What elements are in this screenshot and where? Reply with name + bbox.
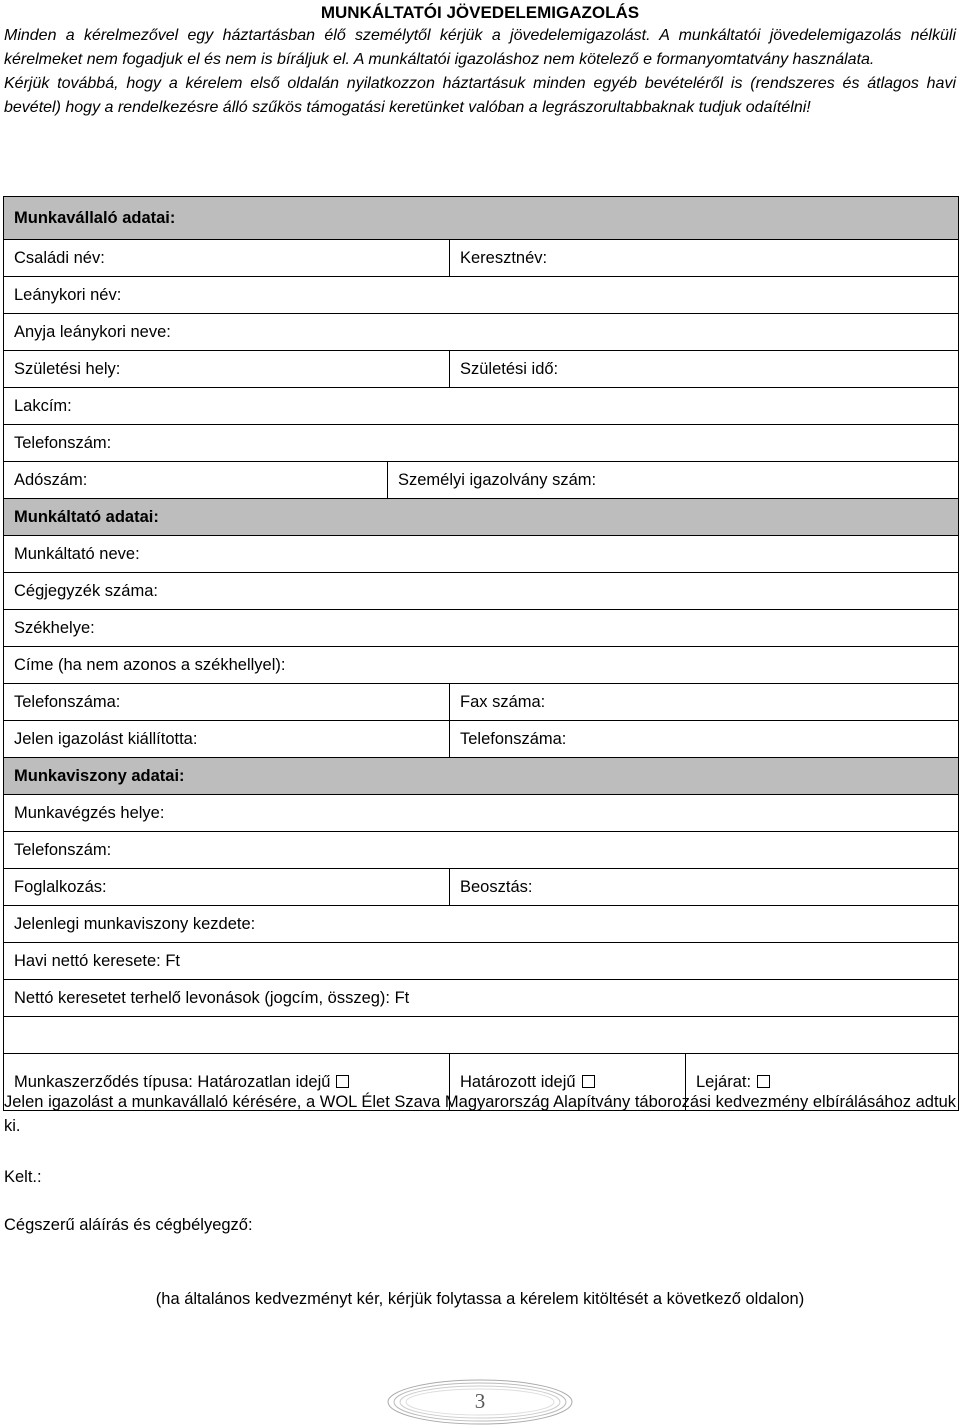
employer-section-header: Munkáltató adatai: — [4, 499, 959, 536]
date-label: Kelt.: — [4, 1168, 42, 1186]
first-name-field[interactable]: Keresztnév: — [450, 240, 959, 277]
issued-by-field[interactable]: Jelen igazolást kiállította: — [4, 721, 450, 758]
page-number: 3 — [474, 1389, 486, 1413]
address-field[interactable]: Lakcím: — [4, 388, 959, 425]
page-title: MUNKÁLTATÓI JÖVEDELEMIGAZOLÁS — [320, 3, 640, 22]
company-registration-field[interactable]: Cégjegyzék száma: — [4, 573, 959, 610]
occupation-field[interactable]: Foglalkozás: — [4, 869, 450, 906]
birth-place-field[interactable]: Születési hely: — [4, 351, 450, 388]
indefinite-checkbox-icon[interactable] — [336, 1075, 349, 1088]
employee-section-header: Munkavállaló adatai: — [4, 197, 959, 240]
contract-type-label: Munkaszerződés típusa: Határozatlan idejű — [14, 1073, 331, 1091]
work-phone-field[interactable]: Telefonszám: — [4, 832, 959, 869]
intro-paragraph-1: Minden a kérelmezővel egy háztartásban élő személytől kérjük a jövedelemigazolást. A munkáltatói jövedelemigazolás nélküli kérelmeket nem fogadjuk el és nem is bíráljuk el. A munkáltatói igazoláshoz nem kötelező e formanyomtatvány használata. — [4, 27, 956, 68]
continuation-note: (ha általános kedvezményt kér, kérjük folytassa a kérelem kitöltését a következő oldalon) — [155, 1290, 805, 1308]
position-field[interactable]: Beosztás: — [450, 869, 959, 906]
birth-date-field[interactable]: Születési idő: — [450, 351, 959, 388]
workplace-field[interactable]: Munkavégzés helye: — [4, 795, 959, 832]
signature-label: Cégszerű aláírás és cégbélyegző: — [4, 1216, 253, 1234]
employer-phone-field[interactable]: Telefonszáma: — [4, 684, 450, 721]
family-name-field[interactable]: Családi név: — [4, 240, 450, 277]
phone-field[interactable]: Telefonszám: — [4, 425, 959, 462]
closing-statement: Jelen igazolást a munkavállaló kérésére, a WOL Élet Szava Magyarország Alapítvány táborozási kedvezmény elbírálásához adtuk ki. — [4, 1093, 956, 1135]
intro-paragraph-2: Kérjük továbbá, hogy a kérelem első oldalán nyilatkozzon háztartásuk minden egyéb bevételéről is (rendszeres és átlagos havi bevétel) hogy a rendelkezésre álló szűkös támogatási keretünket valóban a legrászorultabbaknak tudjuk odaítélni! — [4, 75, 956, 116]
page-number-badge — [385, 1377, 575, 1427]
seat-field[interactable]: Székhelye: — [4, 610, 959, 647]
start-date-field[interactable]: Jelenlegi munkaviszony kezdete: — [4, 906, 959, 943]
fixed-term-checkbox-icon[interactable] — [582, 1075, 595, 1088]
certificate-form — [3, 196, 959, 1111]
expiry-checkbox-icon[interactable] — [757, 1075, 770, 1088]
net-income-field[interactable]: Havi nettó keresete: Ft — [4, 943, 959, 980]
fixed-term-label: Határozott idejű — [460, 1073, 576, 1091]
expiry-label: Lejárat: — [696, 1073, 752, 1091]
employment-section-header: Munkaviszony adatai: — [4, 758, 959, 795]
employer-address-field[interactable]: Címe (ha nem azonos a székhellyel): — [4, 647, 959, 684]
mother-maiden-name-field[interactable]: Anyja leánykori neve: — [4, 314, 959, 351]
maiden-name-field[interactable]: Leánykori név: — [4, 277, 959, 314]
issuer-phone-field[interactable]: Telefonszáma: — [450, 721, 959, 758]
tax-id-field[interactable]: Adószám: — [4, 462, 388, 499]
intro-text — [4, 24, 956, 120]
deductions-extra-line[interactable] — [4, 1017, 959, 1054]
employer-name-field[interactable]: Munkáltató neve: — [4, 536, 959, 573]
deductions-field[interactable]: Nettó keresetet terhelő levonások (jogcím, összeg): Ft — [4, 980, 959, 1017]
id-card-field[interactable]: Személyi igazolvány szám: — [388, 462, 959, 499]
fax-field[interactable]: Fax száma: — [450, 684, 959, 721]
